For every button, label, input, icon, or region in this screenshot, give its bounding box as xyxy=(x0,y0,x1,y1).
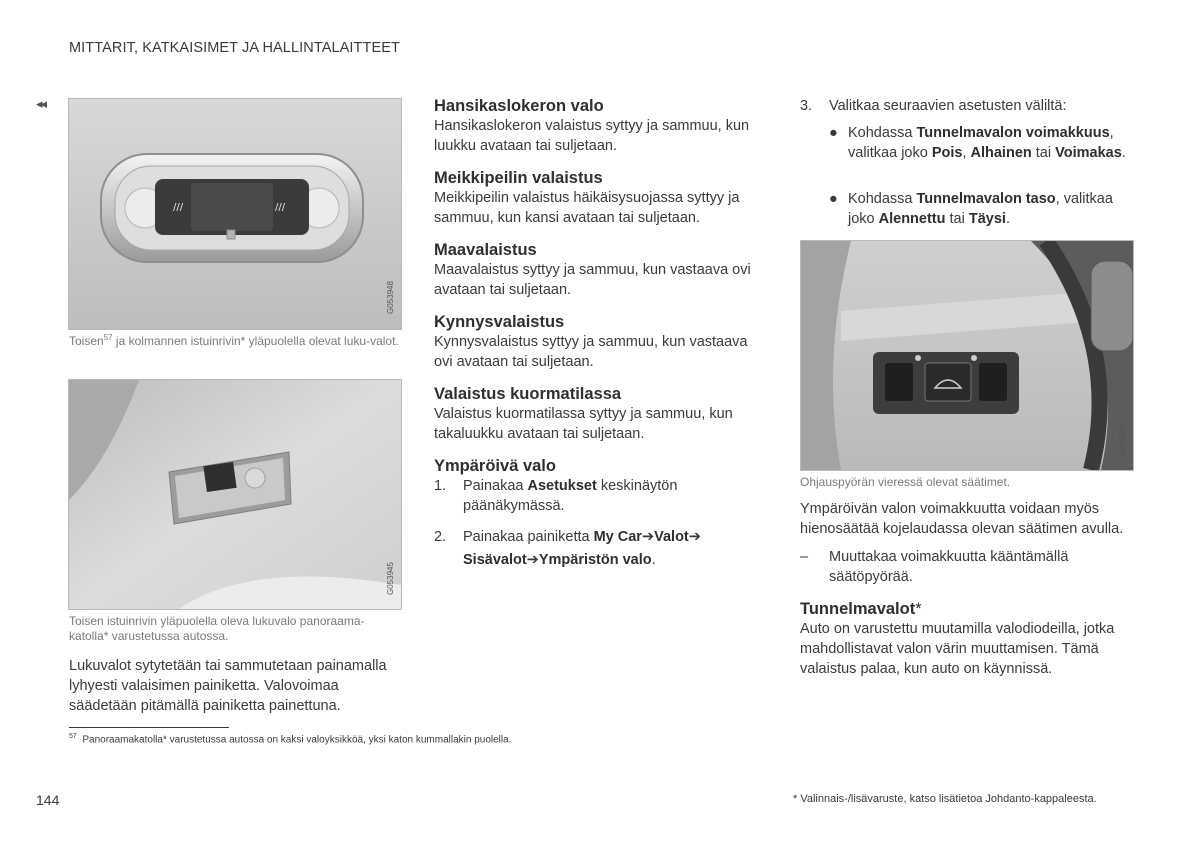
figure-caption-3: Ohjauspyörän vieressä olevat säätimet. xyxy=(800,475,1011,489)
option-text: Kohdassa Tunnelmavalon voimakkuus, valitkaa joko Pois, Alhainen tai Voimakas. xyxy=(848,125,1126,161)
step-1 xyxy=(434,476,764,516)
figure-id: G053945 xyxy=(386,562,395,595)
arrow-right-icon: ➔ xyxy=(688,529,701,545)
dash-icon: – xyxy=(800,549,809,565)
section-mood-lighting xyxy=(800,599,1135,679)
section-text: Valaistus kuormatilassa syttyy ja sammuu, kun takaluukku avataan tai suljetaan. xyxy=(434,406,733,442)
step-number: 3. xyxy=(800,98,813,114)
figure-reading-lights xyxy=(68,98,402,330)
section-text: Kynnysvalaistus syttyy ja sammuu, kun vastaava ovi avataan tai suljetaan. xyxy=(434,334,748,370)
page-number: 144 xyxy=(36,792,60,808)
section-heading: Maavalaistus xyxy=(434,241,537,259)
section-title: MITTARIT, KATKAISIMET JA HALLINTALAITTEET xyxy=(69,40,400,56)
figure-caption-1 xyxy=(69,334,404,349)
section-threshold-light xyxy=(434,312,764,372)
section-heading: Valaistus kuormatilassa xyxy=(434,385,622,403)
step-text: Painakaa painiketta My Car➔Valot➔ Sisävalot➔Ympäristön valo. xyxy=(463,529,701,568)
caption-text: Toisen xyxy=(69,334,104,348)
figure-id: G055041 xyxy=(1118,423,1127,456)
section-heading: Kynnysvalaistus xyxy=(434,313,565,331)
fine-tune-description: Ympäröivän valon voimakkuutta voidaan myös hienosäätää kojelaudassa olevan säätimen avulla. xyxy=(800,501,1124,537)
section-cargo-light xyxy=(434,384,764,444)
option-ambient-intensity xyxy=(829,123,1134,163)
bullet-icon: ● xyxy=(829,191,838,207)
instruction-text: Muuttakaa voimakkuutta kääntämällä säätöpyörää. xyxy=(829,549,1069,585)
reading-light-description: Lukuvalot sytytetään tai sammutetaan painamalla lyhyesti valaisimen painiketta. Valovoimaa säädetään pitämällä painiketta painettuna. xyxy=(69,658,387,714)
section-ambient-light xyxy=(434,456,764,572)
section-text: Maavalaistus syttyy ja sammuu, kun vastaava ovi avataan tai suljetaan. xyxy=(434,262,751,298)
section-heading: Meikkipeilin valaistus xyxy=(434,169,603,187)
step-number: 1. xyxy=(434,478,447,494)
figure-panorama-reading-light xyxy=(68,379,402,610)
section-heading: Hansikaslokeron valo xyxy=(434,97,604,115)
section-text: Auto on varustettu muutamilla valodiodeilla, jotka mahdollistavat valon värin muuttamisen. Tämä valaistus palaa, kun auto on käynnissä. xyxy=(800,621,1115,677)
svg-text:///: /// xyxy=(275,202,286,213)
section-text: Meikkipeilin valaistus häikäisysuojassa syttyy ja sammuu, kun kansi avataan tai suljetaan. xyxy=(434,190,740,226)
bullet-icon: ● xyxy=(829,125,838,141)
step-3 xyxy=(800,96,1135,116)
footnote-ref: 57 xyxy=(103,333,113,342)
option-text: Kohdassa Tunnelmavalon taso, valitkaa joko Alennettu tai Täysi. xyxy=(848,191,1113,227)
svg-text:///: /// xyxy=(173,202,184,213)
optional-equipment-note: * Valinnais-/lisävaruste, katso lisätietoa Johdanto-kappaleesta. xyxy=(793,793,1097,805)
arrow-right-icon: ➔ xyxy=(526,552,539,568)
footnote-text: Panoraamakatolla* varustetussa autossa on kaksi valoyksikköä, yksi katon kummallakin puolella. xyxy=(82,734,512,746)
footnote xyxy=(69,733,511,745)
footnote-divider xyxy=(69,727,229,728)
adjust-instruction xyxy=(800,547,1130,587)
section-ground-light xyxy=(434,240,764,300)
dashboard-controls-illustration xyxy=(801,241,1133,470)
footnote-number: 57 xyxy=(69,733,77,740)
figure-dashboard-controls xyxy=(800,240,1134,471)
step-number: 2. xyxy=(434,529,447,545)
section-glovebox-light xyxy=(434,96,764,156)
figure-id: G053948 xyxy=(386,281,395,314)
panorama-light-illustration xyxy=(69,380,401,609)
option-ambient-level xyxy=(829,189,1134,229)
caption-text: ja kolmannen istuinrivin* yläpuolella olevat luku-valot. xyxy=(112,334,399,348)
section-vanity-mirror-light xyxy=(434,168,764,228)
column-2 xyxy=(434,96,764,572)
reading-light-illustration xyxy=(69,99,401,329)
step-2 xyxy=(434,526,764,572)
section-heading: Ympäröivä valo xyxy=(434,457,556,475)
continued-icon: ◂◂ xyxy=(36,96,46,111)
arrow-right-icon: ➔ xyxy=(641,529,655,545)
figure-caption-2: Toisen istuinrivin yläpuolella oleva lukuvalo panoraama-katolla* varustetussa autossa. xyxy=(69,614,365,643)
step-text: Painakaa Asetukset keskinäytön päänäkymässä. xyxy=(463,478,678,514)
step-text: Valitkaa seuraavien asetusten väliltä: xyxy=(829,98,1067,114)
section-heading: Tunnelmavalot* xyxy=(800,600,922,618)
section-text: Hansikaslokeron valaistus syttyy ja sammuu, kun luukku avataan tai suljetaan. xyxy=(434,118,750,154)
